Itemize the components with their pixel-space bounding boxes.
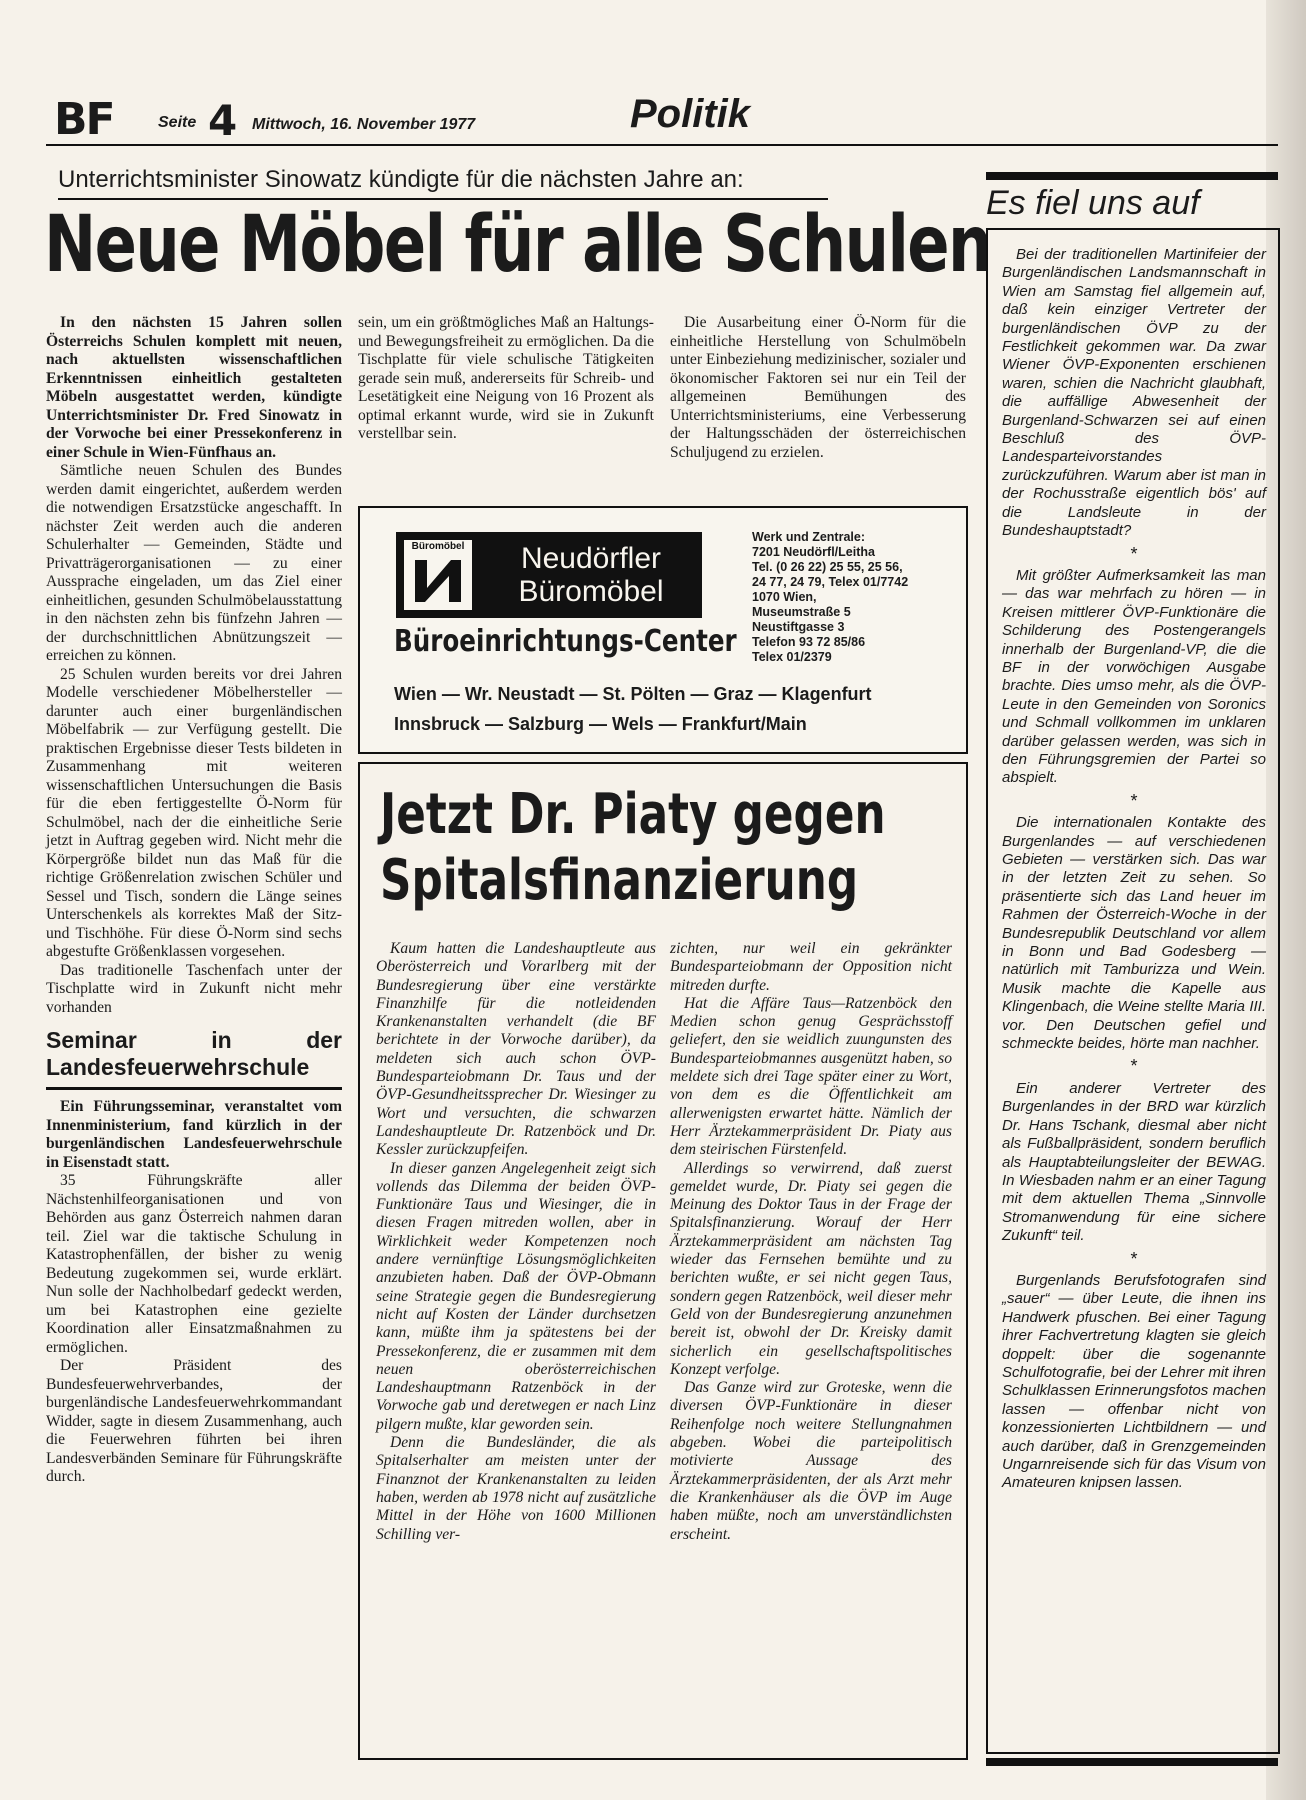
ad-cities-line1: Wien — Wr. Neustadt — St. Pölten — Graz — Klagenfurt xyxy=(394,684,872,704)
ad-brand-name xyxy=(496,542,686,608)
paragraph: Kaum hatten die Landeshauptleute aus Oberösterreich und Vorarlberg mit der Bundesregierung über eine verstärkte Finanzhilfe für die notleidenden Krankenanstalten verhandelt (die BF berichtete in der Vorwoche darüber), da meldeten sich auch schon ÖVP-Bundesparteiobmann Dr. Taus und der ÖVP-Gesundheitssprecher Dr. Wiesinger zu Wort und versuchten, die schwarzen Landeshauptleute Dr. Ratzenböck und Dr. Kessler zurückzupfeifen. xyxy=(376,940,656,1159)
ad-address-line: 1070 Wien, xyxy=(752,590,817,604)
piaty-headline-line1: Jetzt Dr. Piaty gegen xyxy=(380,782,886,847)
issue-date: Mittwoch, 16. November 1977 xyxy=(252,116,476,133)
paragraph: sein, um ein größtmögliches Maß an Haltungs- und Bewegungsfreiheit zu ermöglichen. Da die Tischplatte für viele schulische Tätigkeiten gerade sein muß, andererseits für Schreib- und Lesetätigkeit eine Neigung von 16 Prozent als optimal erkannt wurde, wird sie in Zukunft verstellbar sein. xyxy=(358,314,654,442)
header-rule xyxy=(46,144,1278,146)
sidebar-title: Es fiel uns auf xyxy=(986,184,1200,222)
paragraph: 35 Führungskräfte aller Nächstenhilfeorganisationen und von Behörden aus ganz Österreich nahmen daran teil. Ziel war die taktische Schulung in Katastrophenfällen, der bisher zu wenig Bedeutung zugekommen sei, wurde erklärt. Nun solle der Nachholbedarf gedeckt werden, um bei Katastrophen eine gezielte Koordination aller Einsatzmaßnahmen zu ermöglichen. xyxy=(46,1172,342,1356)
sidebar-item: Bei der traditionellen Martinifeier der Burgenländischen Landsmannschaft in Wien am Samstag fiel allgemein auf, daß kein einziger Vertreter der burgenländischen ÖVP zu der Festlichkeit gekommen war. Da zwar Wiener ÖVP-Exponenten erschienen waren, schien die Nachricht glaubhaft, die auffällige Abwesenheit der Burgenland-Schwarzen sei auf einen Beschluß des ÖVP-Landesparteivorstandes zurückzuführen. Warum aber ist man in der Rochusstraße eigentlich bös' auf die Landsleute in der Bundeshauptstadt? xyxy=(1002,246,1266,540)
paragraph: Allerdings so verwirrend, daß zuerst gemeldet wurde, Dr. Piaty sei gegen die Meinung des Doktor Taus in der Frage der Spitalsfinanzierung. Worauf der Herr Ärztekammerpräsident am nächsten Tag wieder das Fernsehen bemühte und zu berichten wußte, er sei nicht gegen Taus, sondern gegen Ratzenböck, weil dieser mehr Geld von der Bundesregierung anzunehmen bereit ist, obwohl der Dr. Kreisky damit sicherlich ein gesellschaftspolitisches Konzept verfolge. xyxy=(670,1159,952,1378)
main-kicker: Unterrichtsminister Sinowatz kündigte für die nächsten Jahre an: xyxy=(58,166,744,193)
advertisement xyxy=(358,506,968,754)
sidebar-bottom-rule xyxy=(986,1758,1278,1766)
main-article-col3 xyxy=(670,314,966,462)
ad-address xyxy=(752,530,908,665)
paragraph: Das traditionelle Taschenfach unter der Tischplatte wird in Zukunft nicht mehr vorhanden xyxy=(46,961,342,1016)
piaty-headline-line2: Spitalsfinanzierung xyxy=(380,848,859,913)
seminar-lead: Ein Führungsseminar, veranstaltet vom Innenministerium, fand kürzlich in der burgenländischen Landesfeuerwehrschule in Eisenstadt statt. xyxy=(46,1098,342,1171)
main-article-col2 xyxy=(358,314,654,444)
sidebar-item: Ein anderer Vertreter des Burgenlandes in der BRD war kürzlich Dr. Hans Tschank, diesmal aber nicht als Fußballpräsident, sondern beruflich als Hauptabteilungsleiter der BEWAG. In Wiesbaden nahm er an einer Tagung mit dem aktuellen Thema „Sinnvolle Stromanwendung für eine sichere Zukunft“ teil. xyxy=(1002,1079,1266,1245)
ad-address-line: 24 77, 24 79, Telex 01/7742 xyxy=(752,575,909,589)
ad-address-line: Neustiftgasse 3 xyxy=(752,620,845,634)
sidebar-item: Mit größter Aufmerksamkeit las man — das war mehrfach zu hören — in Kreisen mittlerer ÖVP-Funktionäre die Schilderung des Postengerangels innerhalb der Burgenland-VP, die die BF in der vorwöchigen Ausgabe brachte. Dies umso mehr, als die ÖVP-Leute in den Gemeinden von Soronics und Schmall vollkommen im unklaren darüber gelassen werden, was sich in den Führungsgremien der Partei so abspielt. xyxy=(1002,566,1266,787)
sidebar-top-rule xyxy=(986,172,1278,180)
separator-star: * xyxy=(1130,543,1138,564)
page-header xyxy=(46,92,1278,144)
paragraph: Denn die Bundesländer, die als Spitalserhalter am meisten unter der Finanznot der Krankenanstalten zu leiden haben, werden ab 1978 nicht auf zusätzliche Mittel in der Höhe von 1600 Millionen Schilling ver- xyxy=(376,1434,656,1543)
paragraph: Sämtliche neuen Schulen des Bundes werden damit eingerichtet, außerdem werden die notwendigen Ersatzstücke angeschafft. In nächster Zeit werden auch die anderen Schulerhalter — Gemeinden, Städte und Privatträgerorganisationen — zu einer Aussprache eingeladen, um das Ziel einer einheitlichen, gesunden Schulmöbelausstattung in den nächsten zehn bis fünfzehn Jahren — der durchschnittlichen Abnützungszeit — erreichen zu können. xyxy=(46,462,342,664)
ad-logo-label: Büromöbel xyxy=(411,541,465,552)
piaty-headline xyxy=(380,782,886,914)
page-number: 4 xyxy=(208,96,238,145)
ad-address-line: Telefon 93 72 85/86 xyxy=(752,635,866,649)
piaty-col2 xyxy=(670,940,952,1544)
ad-brand-line2: Büromöbel xyxy=(518,575,664,608)
ad-address-line: 7201 Neudörfl/Leitha xyxy=(752,545,875,559)
section-title: Politik xyxy=(630,92,751,136)
piaty-article xyxy=(358,762,968,1760)
paragraph: Die Ausarbeitung einer Ö-Norm für die einheitliche Herstellung von Schulmöbeln unter Einbeziehung medizinischer, sozialer und ökonomischer Faktoren sei nur ein Teil der allgemeinen Bemühungen des Unterrichtsministeriums, eine Verbesserung der Haltungsschäden der österreichischen Schuljugend zu erzielen. xyxy=(670,314,966,461)
sidebar-box xyxy=(986,228,1280,1754)
paragraph: Der Präsident des Bundesfeuerwehrverbandes, der burgenländische Landesfeuerwehrkommandant Widder, sagte in diesem Zusammenhang, auch die Feuerwehren führten bei ihren Landesverbänden Seminare für Führungskräfte durch. xyxy=(46,1357,342,1485)
ad-cities-line2: Innsbruck — Salzburg — Wels — Frankfurt/Main xyxy=(394,714,807,734)
main-headline: Neue Möbel für alle Schulen xyxy=(44,200,991,290)
ad-center-title: Büroeinrichtungs-Center xyxy=(394,624,737,659)
sidebar-item: Die internationalen Kontakte des Burgenlandes — auf verschiedenen Gebieten — verstärken sich. Das war in der letzten Zeit zu sehen. So präsentierte sich das Land heuer im Rahmen der Österreich-Woche in der Bundesrepublik Deutschland vor allem in Bonn und Bad Godesberg — natürlich mit Tamburizza und Wein. Musik machte die Kapelle aus Klingenbach, die Weine stellte Maria III. vor. Den Deutschen gefiel und schmeckte beides, hörte man nachher. xyxy=(1002,814,1266,1053)
separator-star: * xyxy=(1130,1248,1138,1269)
main-lead: In den nächsten 15 Jahren sollen Österreichs Schulen komplett mit neuen, nach aktuellsten wissenschaftlichen Erkenntnissen einheitlich gestalteten Möbeln ausgestattet werden, kündigte Unterrichtsminister Dr. Fred Sinowatz in der Vorwoche bei einer Pressekonferenz in einer Schule in Wien-Fünfhaus an. xyxy=(46,314,342,461)
ad-address-line: Werk und Zentrale: xyxy=(752,530,865,544)
seite-label: Seite xyxy=(158,114,197,131)
paragraph: zichten, nur weil ein gekränkter Bundesparteiobmann der Opposition nicht mitreden durfte. xyxy=(670,940,952,994)
sidebar-column xyxy=(1002,246,1266,1493)
paragraph: In dieser ganzen Angelegenheit zeigt sich vollends das Dilemma der beiden ÖVP-Funktionäre Taus und Wiesinger, die in diesen Fragen mitreden wollen, aber in Wirklichkeit weder Kompetenzen noch andere vernünftige Lösungsmöglichkeiten anzubieten haben. Daß der ÖVP-Obmann seine Strategie gegen die Bundesregierung nicht auf Kosten der Länder durchsetzen kann, müßte ihm ja spätestens bei der Pressekonferenz, die er zusammen mit dem neuen oberösterreichischen Landeshauptmann Ratzenböck in der Vorwoche gab und deretwegen er nach Linz pilgern mußte, klar geworden sein. xyxy=(376,1159,656,1433)
paragraph: 25 Schulen wurden bereits vor drei Jahren Modelle verschiedener Möbelhersteller — darunter auch einer burgenländischen Möbelfabrik — zur Verfügung gestellt. Die praktischen Ergebnisse dieser Tests bildeten in Zusammenhang mit weiteren wissenschaftlichen Untersuchungen die Basis für die eben fertiggestellte Ö-Norm für Schulmöbel, nach der die einheitliche Serie jetzt in Auftrag gegeben wird. Nicht mehr die Körpergröße bildet nun das Maß für die richtige Größenrelation zwischen Schüler und Sessel und Tisch, sondern die Länge seines Unterschenkels als korrektes Maß der Sitz- und Tischhöhe. Für diese Ö-Norm sind sechs abgestufte Größenklassen vorgesehen. xyxy=(46,665,342,960)
separator-star: * xyxy=(1130,790,1138,811)
ad-address-line: Museumstraße 5 xyxy=(752,605,851,619)
sidebar-item: Burgenlands Berufsfotografen sind „sauer“ — über Leute, die ihnen ins Handwerk pfuschen. Bei einer Tagung ihrer Fachvertretung klagten sie gleich doppelt: über die sogenannte Schulfotografie, bei der Lehrer mit ihren Schulklassen Erinnerungsfotos machen lassen — offenbar nicht von konzessionierten Lichtbildnern — und auch darüber, daß in Grenzgemeinden Ungarnreisende sich für das Visum von Amateuren knipsen lassen. xyxy=(1002,1271,1266,1492)
ad-brand-block xyxy=(396,532,702,618)
n-logo-icon xyxy=(413,558,463,604)
paragraph: Das Ganze wird zur Groteske, wenn die diversen ÖVP-Funktionäre in dieser Reihenfolge noch weitere Stellungnahmen abgeben. Wobei die parteipolitisch motivierte Aussage des Ärztekammerpräsidenten, der als Arzt mehr die Krankenhäuser als die ÖVP im Auge haben müßte, noch am unverständlichsten erscheint. xyxy=(670,1379,952,1543)
ad-logo xyxy=(404,540,472,610)
ad-brand-line1: Neudörfler xyxy=(520,542,662,575)
paper-logo: BF xyxy=(54,94,114,145)
piaty-col1 xyxy=(376,940,656,1544)
main-article-col1 xyxy=(46,314,342,1487)
paragraph: Hat die Affäre Taus—Ratzenböck den Medien schon genug Gesprächsstoff geliefert, den sie weidlich zuungunsten des Bundesparteiobmannes ausgenützt haben, so meldete sich drei Tage später einer zu Wort, von dem es die Öffentlichkeit am allerwenigsten erwartet hätte. Nämlich der Herr Ärztekammerpräsident Dr. Piaty aus dem steirischen Fürstenfeld. xyxy=(670,994,952,1159)
seminar-headline: Seminar in der Landesfeuerwehrschule xyxy=(46,1027,342,1090)
ad-address-line: Telex 01/2379 xyxy=(752,650,832,664)
ad-address-line: Tel. (0 26 22) 25 55, 25 56, xyxy=(752,560,903,574)
separator-star: * xyxy=(1130,1056,1138,1077)
